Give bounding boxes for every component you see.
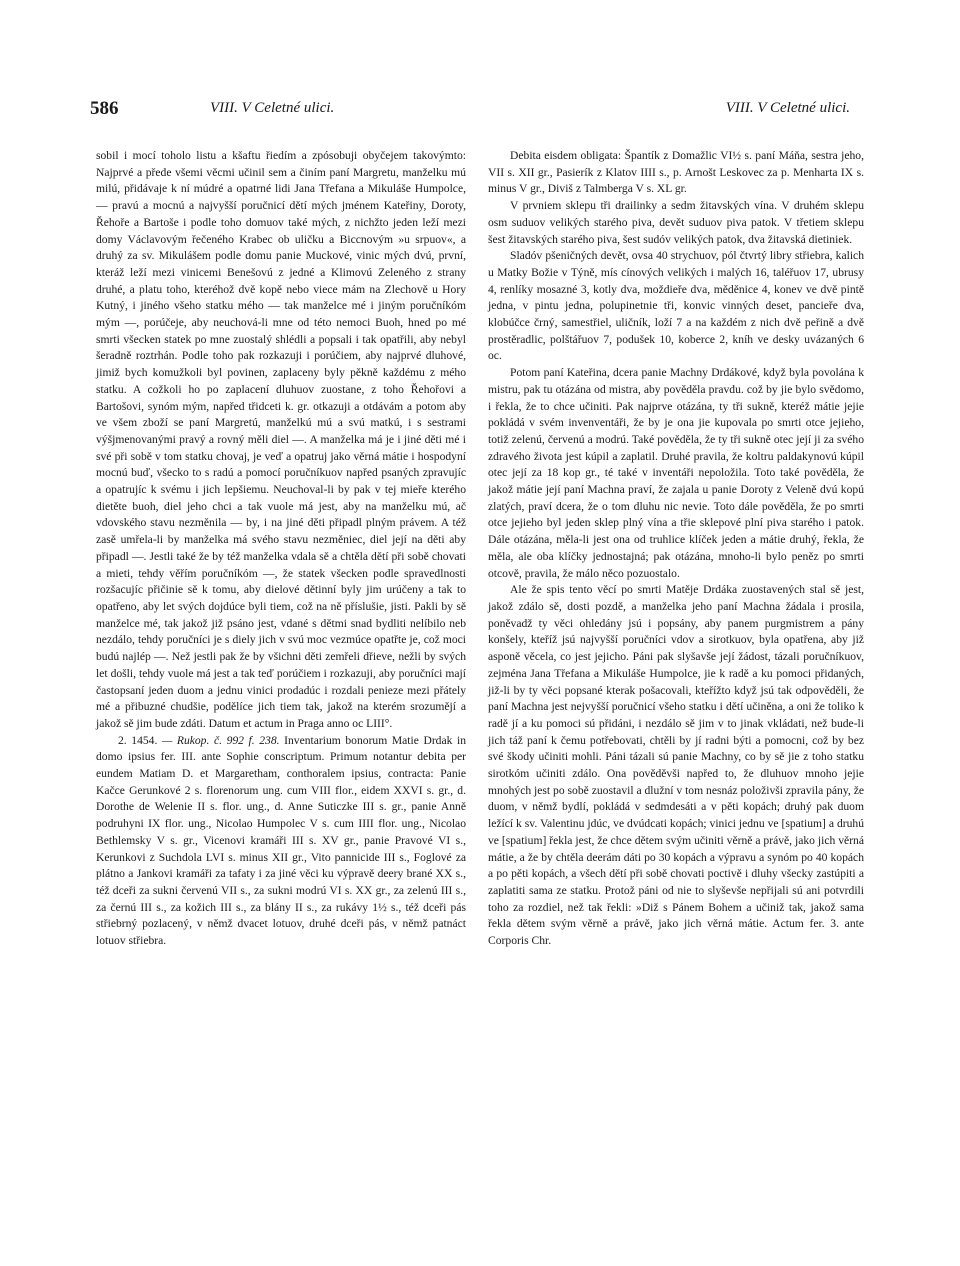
page-header: [90, 98, 850, 128]
running-title-left: VIII. V Celetné ulici.: [210, 100, 335, 116]
left-column: [96, 148, 466, 950]
paragraph: Sladóv pšeničných devět, ovsa 40 strychuov, pól čtvrtý libry střiebra, kalich u Matky Božie v Týně, mís cínových velikých i malých 16, taléřuov 17, ubrusy 4, renlíky mosazné 3, kotly dva, moždieře dva, měděnice 4, konev ve dvě pintě jedna, v pintu jedna, polupinetnie tři, konvic vinných deset, pancieře dva, klobúčce črný, samestřiel, uličník, loží 7 a na každém z nich dvě peřině a dvě prostěradlic, polštářuov 7, podušek 10, koberce 2, kníh ve desky uvázaných 6 oc.: [488, 249, 864, 363]
paragraph: sobil i mocí toholo listu a kšaftu řiedím a zpósobuji obyčejem takovýmto: Najprvé a přede všemi věcmi učinil sem a činím paní Margretu, manželku mú milú, přidávaje k ní múdré a opatrné lidi Jana Třefana a Mikuláše Humpolce, — pravú a mocnú a najvyšší poručnicí dětí mých jménem Kateřiny, Doroty, Řehoře a Bartoše i podle toho domuov také mých, z nichžto jeden leží mezi domy Václavovým řečeného Krabec ob uličku a Biccnovým »u srpuov«, a druhý za sv. Mikulášem podle domu panie Muckové, vinic mých dvú, první, kteráž leží mezi vinicemi Benešovú z jedné a Klimovú Zeleného z strany druhé, a platu toho, kteréhož dvě kopě nebo viece mám na Zlechově u Hory Kutný, i jiného všeho statku mého — tak manželce mé i jiným poručníkóm mým —, porúčeje, aby neuchová-li mne od této nemoci Buoh, hned po mé smrti všecken statek po mne zuostalý shlédli a popsali i tak opatřili, aby nebyl šeradně roztrhán. Podle toho pak rozkazuji i porúčiem, aby najprvé dluhové, jimiž bych komužkoli byl povinen, zaplaceny byly pěkně každému z mého statku. A cožkoli ho po zaplacení dluhuov zuostane, z toho Řehořovi a Bartošovi, synóm mým, napřed třidceti k. gr. otkazuji a otdávám a potom aby ve všem zboží se paní Margretú, manželkú mú a svú matkú, i s sestrami výšjmenovanými pravý a rovný měli diel —. A manželka má je i jiné děti mé i své při sobě v tom statku chovaj, je veď a opatruj jako věrná mátie i hospodyní mocnú buď, všecko to s radú a pomocí poručníkuov napřed psaných zpravujíc a opatrujíc k svému i jich lepšiemu. Neuchoval-li by pak v tej mieře kterého dietěte buoh, diel jeho chci a tak vuole má jest, aby na manželku mú, ač vdovského stavu nezměnila — by, i na jiné děti připadl plným právem. A též zasě umřela-li by manželka má svého stavu nezměniec, diel její na děti aby připadl —. Jestli také že by též manželka vdala sě a chtěla dětí při sobě chovati a mieti, tehdy věřím poručníkóm —, že statek všecken podle spravedlnosti rozšacujíc přičinie sě k tomu, aby dielové dětinní byly jim urúčeny a tak to opatřeno, aby let svých dojdúce byli tiem, což na ně příslušie, jisti. Pakli by sě manželce mé, tak jakož již psáno jest, vdané s dětmi snad bydliti nelíbilo neb nezdálo, tehdy poručníci je s diely jich v svú moc vezmúce opatřte je, což moci budú najlép —. Než jestli pak že by všichni děti zemřeli dřieve, nežli by svých let došli, tehdy vuole má jest a tak teď porúčiem i rozkazuji, aby poručníci mají častopsaní jeden duom a jednu vinici prodadúc i rozdali penieze mezi přátely mé a přibuzné chudšie, podělíce jich tiem tak, jakož na kterém srozumějí a jakož sě jim bude zdáti. Datum et actum in Praga anno oc LIII°.: [96, 149, 466, 730]
paragraph: Ale že spis tento věcí po smrti Matěje Drdáka zuostavených stal sě jest, jakož zdálo sě, dosti pozdě, a manželka jeho paní Machna žádala i prosila, poněvadž ty věci ohledány jsú i popsány, aby panem purgmistrem a pány konšely, kteříž jsú najvyšší poručníci vdov a sirotkuov, byla opatřena, aby již asponě věcela, co jest jejicho. Páni pak slyšavše její žádost, tázali poručníkuov, zejména Jana Třefana a Mikuláše Humpolce, jie k radě a ku pomoci přidaných, již-li by ty věci popsané kterak pošacovali, kteřížto když jsú tak odpověděli, že paní Machna jest nejvyšší poručnicí všeho statku i dětí učiněna, a oni že toliko k radě jí a ku pomoci sú přidáni, i nezdálo sě jim v to jinak vkládati, než bude-li jich táž paní k čemu potřebovati, chtěli by jí radni býti a pomocni, což by bez své škody učiniti mohli. Páni tázali sú panie Machny, co by sě jie z toho statku sirotkóm učiniti zdálo. Ona pověděvši napřed to, že dluhuov mnoho jejie mnohých jest po sobě zuostavil a dlužní v tom nesnáz položivši zpravila pány, že duom, v němž bydlí, pokládá v sedmdesáti a v pěti kopách; druhý pak duom ležící k sv. Valentinu jdúc, ve dvúdcati kopách; vinici jednu ve [spatium] a druhú ve [spatium] řekla jest, že chce dětem svým učiniti věrně a právě, jako jich věrná mátie, a že by chtěla deerám dáti po 30 kopách a výpravu a synóm po 40 kopách a po pěti kopách, a všech dětí při sobě chovati poctivě i dluhy všecky zastúpiti a zaplatiti sama ze statku. Protož páni od nie to slyševše nepřijali sú ani potvrdili toho za rozdiel, než tak řekli: »Diž s Pánem Bohem a učiniž tak, jakož sama řekla dětem svým věrně a právě, jako jich věrná mátie. Actum fer. 3. ante Corporis Chr.: [488, 583, 864, 948]
inventory-entry: [96, 733, 466, 950]
paragraph: V prvniem sklepu tři drailinky a sedm žitavských vína. V druhém sklepu osm suduov velikých starého piva, devět suduov piva patok. V třetiem sklepu šest žitavských starého piva, šest sudóv velikých patok, dva žitavská dietiniek.: [488, 199, 864, 246]
right-column: [488, 148, 864, 950]
paragraph: Potom paní Kateřina, dcera panie Machny Drdákové, když byla povolána k mistru, pak tu otázána od mistra, aby pověděla pravdu. což by jie bylo svědomo, i řekla, že to chce učiniti. Pak najprve otázána, ty tři sukně, kteréž mátie jejie pokládá v svém invenventáři, že by je ona jie kupovala po smrti otce jejieho, totiž zelenú, červenú a modrú. Také pověděla, že ty tři sukně otec její ji za svého zdravého života jest kúpil a zaplatil. Druhé pravila, že koltru paldakynovú kúpil otec její za 18 kop gr., té také v inventáři nepoložila. Toto také pověděla, že jakož mátie její paní Machna praví, že zajala u panie Doroty z Veleně dvú kopú zlatých, praví dcera, že o tom dluhu nic nevie. Toto dále pověděla, že po smrti otce jejieho byl jeden sklep plný vína a třie sklepové plní piva starého i patok. Dále otázána, měla-li jest ona od truhlice klíček jeden a mátie druhý, řekla, že měla, ale oba klíčky jednostajná; pak otázána, mnoho-li bylo peněz po smrti otcově, pravila, že málo něco pozuostalo.: [488, 366, 864, 580]
page-number: 586: [90, 98, 119, 119]
entry-source: — Rukop. č. 992 f. 238.: [161, 733, 280, 747]
paragraph: Debita eisdem obligata: Špantík z Domažlic VI½ s. paní Máňa, sestra jeho, VII s. XII gr., Pasierík z Klatov IIII s., p. Arnošt Leskovec za p. Menharta IX s. minus V gr., Diviš z Talmberga V s. XL gr.: [488, 149, 864, 196]
entry-number: 2. 1454.: [118, 733, 158, 747]
running-title-right: VIII. V Celetné ulici.: [725, 100, 850, 116]
entry-text: Inventarium bonorum Matie Drdak in domo ipsius fer. III. ante Sophie conscriptum. Primum notantur debita per eundem Matiam D. et Margaretham, conthoralem ipsius, contracta: Panie Kačce Gerunkové 2 s. florenorum ung. cum VIII flor., eidem XXVI s. gr., d. Dorothe de Welenie II s. flor. ung., d. Anne Suticzke III s. gr., panie Anně podruhyni IX flor. ung., Nicolao Humpolec V s. cum IIII flor. ung., Nicolao Bethlemsky V s. gr., Vicenovi kramáři III s. XV gr., panie Pravové VI s., Kerunkovi z Suchdola LVI s. minus XII gr., Vito pannicide III s., Foglové za plátno a Jankovi kramáři za tafaty i za jiné věci ku výpravě deery brané XX s., též dceři za sukni červenú VII s., za sukni modrú VI s. XX gr., za zelenú III s., za černú III s., za kožich III s., za blány II s., za rukávy 1½ s., též dceři pás střiebrný pozlacený, v němž dvacet lotuov, druhé dceři pás, v němž patnáct lotuov střiebra.: [96, 733, 467, 948]
